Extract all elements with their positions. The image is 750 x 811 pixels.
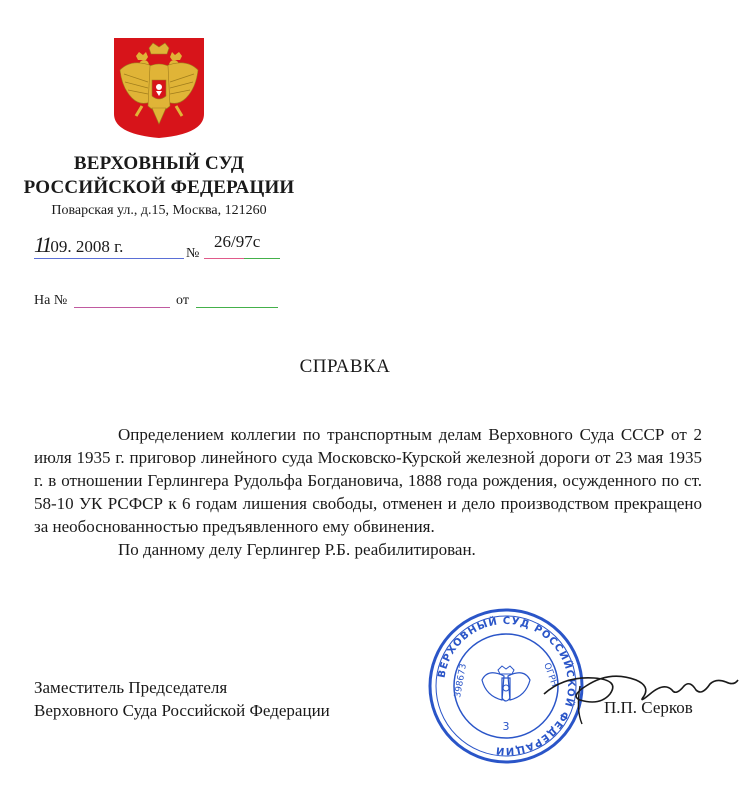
signatory-title-line1: Заместитель Председателя <box>34 678 228 697</box>
date-underline <box>34 258 184 259</box>
coat-of-arms-icon <box>112 36 206 140</box>
court-name-line1: ВЕРХОВНЫЙ СУД <box>73 153 245 174</box>
stamp-ogrn-label: ОГРН <box>541 661 560 689</box>
stamp-outer-text: ВЕРХОВНЫЙ СУД РОССИЙСКОЙ ФЕДЕРАЦИИ <box>436 615 577 757</box>
reference-from-label: от <box>176 293 189 308</box>
document-number: 26/97с <box>214 232 261 251</box>
signatory-name: П.П. Серков <box>604 698 693 717</box>
from-underline <box>196 307 278 308</box>
number-label: № <box>186 246 200 261</box>
reference-label: На № <box>34 293 68 308</box>
document-body <box>34 423 702 561</box>
handwritten-day: 11 <box>34 232 51 257</box>
outgoing-date <box>34 232 123 258</box>
number-underline-red <box>204 258 244 259</box>
signatory-title-line2: Верховного Суда Российской Федерации <box>34 701 330 720</box>
court-address: Поварская ул., д.15, Москва, 121260 <box>51 203 267 218</box>
body-paragraph-2: По данному делу Герлингер Р.Б. реабилитирован. <box>118 540 476 559</box>
reference-underline <box>74 307 170 308</box>
body-paragraph-1: Определением коллегии по транспортным делам Верховного Суда СССР от 2 июля 1935 г. приговор линейного суда Московско-Курской железной дороги от 23 мая 1935 г. в отношении Герлингера Рудольфа Богдановича, 1888 года рождения, осужденного по ст. 58-10 УК РСФСР к 6 годам лишения свободы, отменен и дело производством прекращено за необоснованностью предъявленного ему обвинения. <box>34 425 702 536</box>
court-name-line2: РОССИЙСКОЙ ФЕДЕРАЦИИ <box>23 177 295 198</box>
document-title: СПРАВКА <box>299 356 391 377</box>
printed-date: 09. 2008 г. <box>50 237 124 256</box>
number-underline-green <box>244 258 280 259</box>
stamp-number-fragment: 398673 <box>453 662 469 699</box>
handwritten-signature <box>540 650 740 730</box>
signatory-title <box>34 676 330 722</box>
stamp-center-digit: 3 <box>502 720 510 733</box>
